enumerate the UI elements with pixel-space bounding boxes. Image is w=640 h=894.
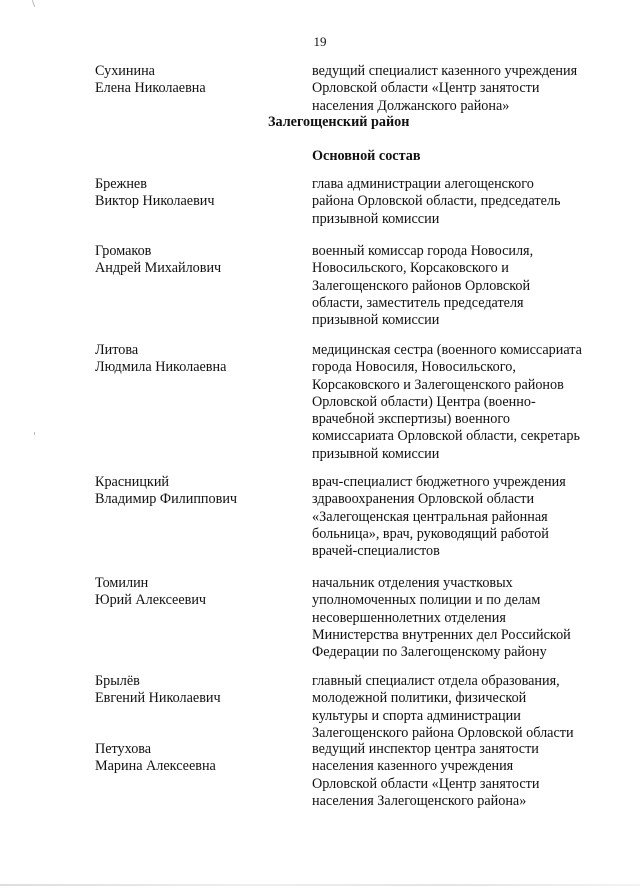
member-role: глава администрации алегощенского района Орловской области, председатель призывной комиссии (312, 176, 561, 227)
member-name: Брылёв Евгений Николаевич (95, 673, 221, 707)
member-role: медицинская сестра (военного комиссариата города Новосиля, Новосильского, Корсаковского и Залегощенского районов Орловской области) Центра (военно- врачебной экспертизы) военного комиссариата Орловской области, секретарь призывной комиссии (312, 342, 582, 462)
scan-mark (34, 432, 35, 435)
member-name: Томилин Юрий Алексеевич (95, 575, 207, 609)
member-name: Громаков Андрей Михайлович (95, 243, 222, 277)
member-name: Петухова Марина Алексеевна (95, 741, 216, 775)
member-role: ведущий специалист казенного учреждения Орловской области «Центр занятости населения Должанского района» (312, 63, 578, 114)
member-role: военный комиссар города Новосиля, Новосильского, Корсаковского и Залегощенского районов Орловской области, заместитель председателя призывной комиссии (312, 243, 534, 329)
member-role: врач-специалист бюджетного учреждения здравоохранения Орловской области «Залегощенская центральная районная больница», врач, руководящий работой врачей-специалистов (312, 474, 566, 560)
section-heading: Основной состав (312, 148, 421, 164)
member-name: Брежнев Виктор Николаевич (95, 176, 215, 210)
member-name: Сухинина Елена Николаевна (95, 63, 206, 97)
member-role: ведущий инспектор центра занятости населения казенного учреждения Орловской области «Центр занятости населения Залегощенского района» (312, 741, 540, 809)
member-role: главный специалист отдела образования, молодежной политики, физической культуры и спорта администрации Залегощенского района Орловской области (312, 673, 574, 741)
member-name: Литова Людмила Николаевна (95, 342, 227, 376)
member-name: Красницкий Владимир Филиппович (95, 474, 238, 508)
scan-artifact (0, 884, 640, 886)
scan-mark (32, 0, 35, 7)
member-role: начальник отделения участковых уполномоченных полиции и по делам несовершеннолетних отделения Министерства внутренних дел Российской Федерации по Залегощенскому району (312, 575, 571, 661)
page-number: 19 (313, 34, 327, 49)
district-heading: Залегощенский район (268, 114, 410, 130)
